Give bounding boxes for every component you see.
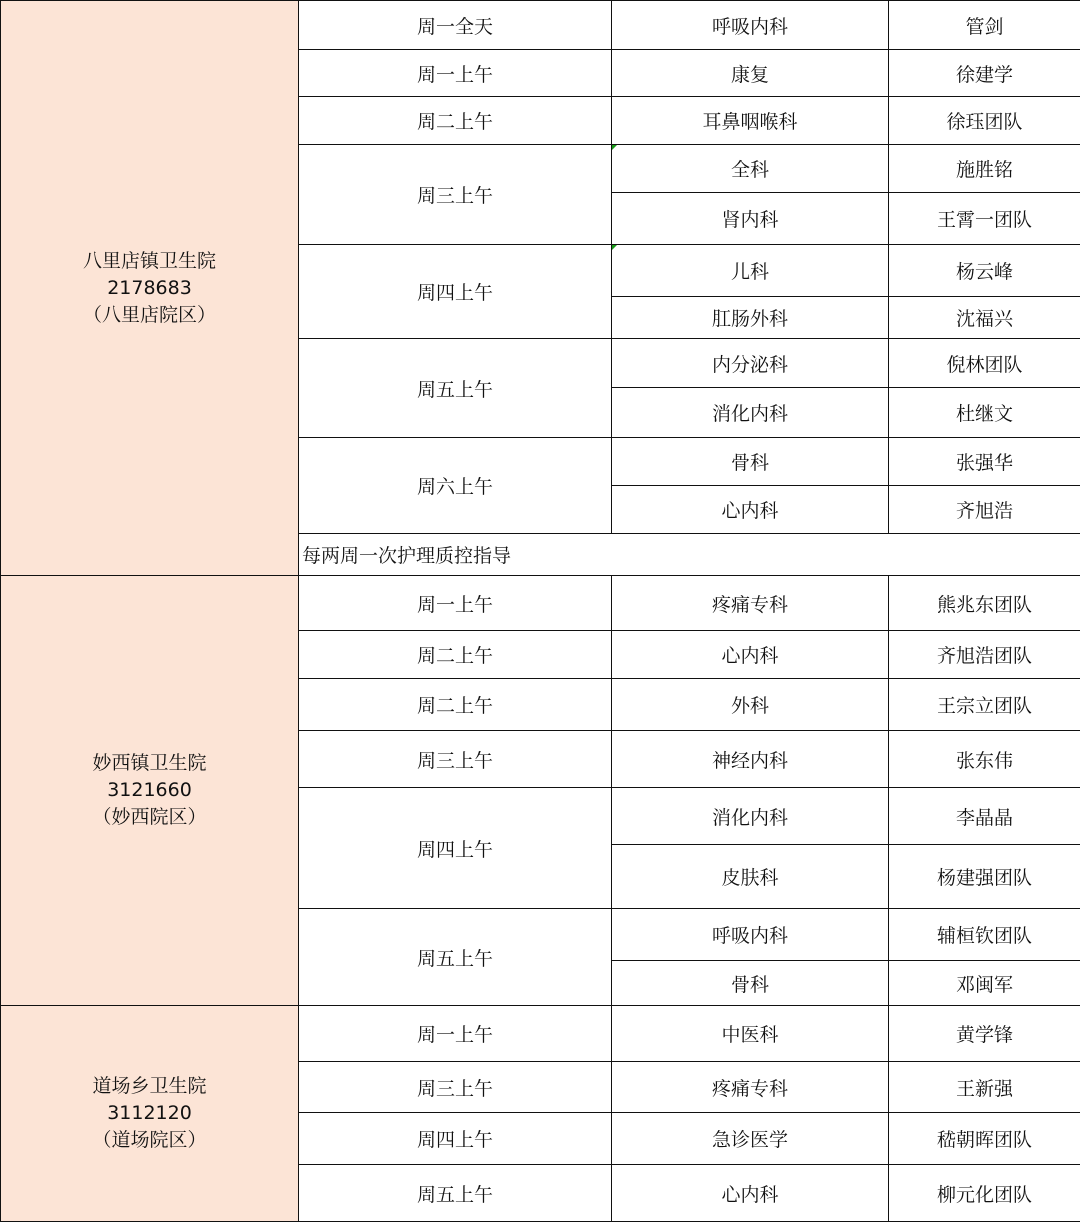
hospital-cell (0, 0, 299, 576)
dept-cell: 急诊医学 (611, 1112, 889, 1165)
cell-comment-marker (612, 245, 617, 250)
cell-comment-marker (612, 145, 617, 150)
doctor-cell: 柳元化团队 (888, 1164, 1080, 1222)
dept-cell: 康复 (611, 49, 889, 97)
doctor-cell: 施胜铭 (888, 144, 1080, 193)
hospital-cell (0, 1005, 299, 1222)
doctor-cell: 张东伟 (888, 730, 1080, 788)
hospital-district: （八里店院区） (82, 303, 216, 326)
dept-cell: 疼痛专科 (611, 1061, 889, 1113)
doctor-cell: 齐旭浩团队 (888, 630, 1080, 679)
day-cell: 周三上午 (298, 144, 612, 245)
dept-cell: 肾内科 (611, 192, 889, 245)
day-cell: 周四上午 (298, 787, 612, 909)
dept-cell: 儿科 (611, 244, 889, 297)
doctor-cell: 李晶晶 (888, 787, 1080, 845)
doctor-cell: 嵇朝晖团队 (888, 1112, 1080, 1165)
doctor-cell: 齐旭浩 (888, 485, 1080, 534)
dept-cell: 皮肤科 (611, 844, 889, 909)
day-cell: 周四上午 (298, 1112, 612, 1165)
dept-cell: 内分泌科 (611, 338, 889, 388)
doctor-cell: 徐建学 (888, 49, 1080, 97)
dept-cell: 疼痛专科 (611, 575, 889, 631)
dept-cell: 呼吸内科 (611, 0, 889, 50)
day-cell: 周三上午 (298, 730, 612, 788)
hospital-district: （妙西院区） (92, 806, 207, 828)
doctor-cell: 王霄一团队 (888, 192, 1080, 245)
doctor-cell: 杨建强团队 (888, 844, 1080, 909)
hospital-phone: 2178683 (107, 276, 192, 299)
doctor-cell: 王新强 (888, 1061, 1080, 1113)
hospital-name: 妙西镇卫生院 (92, 752, 207, 774)
doctor-cell: 张强华 (888, 437, 1080, 486)
doctor-cell: 杜继文 (888, 387, 1080, 438)
hospital-phone: 3112120 (107, 1102, 192, 1124)
doctor-cell: 黄学锋 (888, 1005, 1080, 1062)
dept-cell: 神经内科 (611, 730, 889, 788)
dept-cell: 消化内科 (611, 387, 889, 438)
day-cell: 周一上午 (298, 49, 612, 97)
hospital-district: （道场院区） (92, 1129, 207, 1151)
day-cell: 周五上午 (298, 908, 612, 1006)
dept-cell: 外科 (611, 678, 889, 731)
dept-cell: 消化内科 (611, 787, 889, 845)
dept-cell: 肛肠外科 (611, 296, 889, 339)
day-cell: 周六上午 (298, 437, 612, 534)
day-cell: 周二上午 (298, 678, 612, 731)
day-cell: 周一上午 (298, 575, 612, 631)
doctor-cell: 辅桓钦团队 (888, 908, 1080, 961)
dept-cell: 心内科 (611, 485, 889, 534)
dept-cell: 心内科 (611, 630, 889, 679)
day-cell: 周一全天 (298, 0, 612, 50)
dept-cell: 全科 (611, 144, 889, 193)
dept-cell: 心内科 (611, 1164, 889, 1222)
day-cell: 周二上午 (298, 630, 612, 679)
dept-cell: 骨科 (611, 437, 889, 486)
doctor-cell: 沈福兴 (888, 296, 1080, 339)
day-cell: 周一上午 (298, 1005, 612, 1062)
dept-cell: 骨科 (611, 960, 889, 1006)
doctor-cell: 熊兆东团队 (888, 575, 1080, 631)
dept-cell: 中医科 (611, 1005, 889, 1062)
day-cell: 周五上午 (298, 338, 612, 438)
hospital-phone: 3121660 (107, 779, 192, 801)
doctor-cell: 邓闽军 (888, 960, 1080, 1006)
doctor-cell: 倪林团队 (888, 338, 1080, 388)
dept-cell: 呼吸内科 (611, 908, 889, 961)
day-cell: 周四上午 (298, 244, 612, 339)
doctor-cell: 徐珏团队 (888, 96, 1080, 145)
doctor-cell: 管剑 (888, 0, 1080, 50)
day-cell: 周三上午 (298, 1061, 612, 1113)
hospital-name: 道场乡卫生院 (92, 1075, 207, 1097)
hospital-name: 八里店镇卫生院 (82, 249, 216, 272)
day-cell: 周二上午 (298, 96, 612, 145)
doctor-cell: 王宗立团队 (888, 678, 1080, 731)
hospital-cell (0, 575, 299, 1006)
dept-cell: 耳鼻咽喉科 (611, 96, 889, 145)
doctor-cell: 杨云峰 (888, 244, 1080, 297)
day-cell: 周五上午 (298, 1164, 612, 1222)
note-cell: 每两周一次护理质控指导 (298, 533, 1080, 576)
